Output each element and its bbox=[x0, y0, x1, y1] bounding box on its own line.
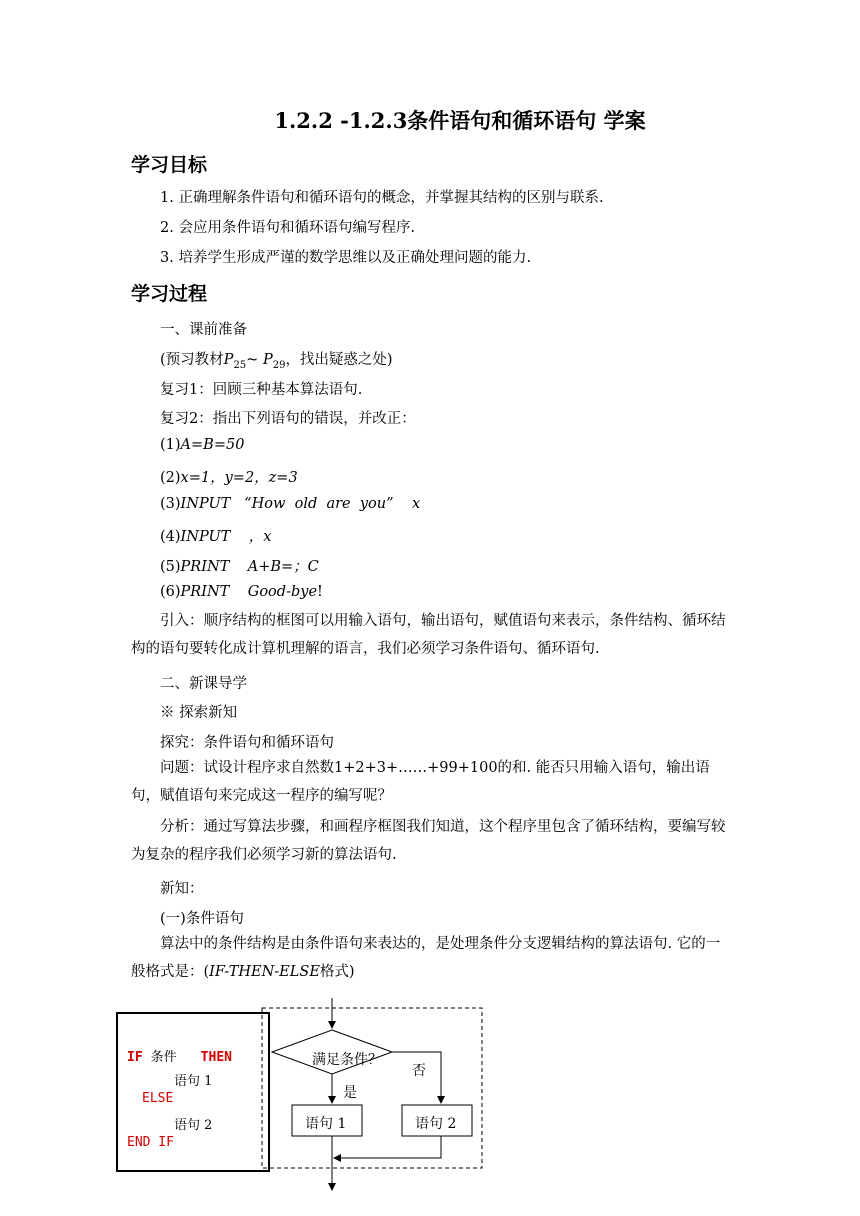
flowchart-dashed-frame bbox=[262, 1008, 482, 1168]
statement-1-label: 语句 1 bbox=[305, 1116, 347, 1132]
code-then-keyword: THEN bbox=[200, 1050, 232, 1065]
review-2: 复习2：指出下列语句的错误，并改正： bbox=[160, 411, 416, 427]
error-2: (2)x=1，y=2，z=3 bbox=[160, 470, 298, 486]
error-6: (6)PRINT Good-bye! bbox=[160, 584, 323, 600]
code-condition: 条件 bbox=[150, 1050, 177, 1065]
question-paragraph: 问题：试设计程序求自然数1+2+3+……+99+100的和. 能否只用输入语句，输出语句，赋值语句来完成这一程序的编写呢？ bbox=[131, 760, 710, 804]
yes-label: 是 bbox=[343, 1085, 357, 1101]
code-if-keyword: IF bbox=[127, 1050, 143, 1065]
part1-heading: 一、课前准备 bbox=[160, 322, 247, 338]
part2-heading: 二、新课导学 bbox=[160, 676, 247, 692]
error-5: (5)PRINT A+B=；C bbox=[160, 559, 319, 575]
no-label: 否 bbox=[412, 1063, 426, 1079]
error-3: (3)INPUT “How old are you” x bbox=[160, 496, 421, 512]
objective-item-1: 1. 正确理解条件语句和循环语句的概念，并掌握其结构的区别与联系. bbox=[160, 190, 604, 206]
analysis-paragraph: 分析：通过写算法步骤，和画程序框图我们知道，这个程序里包含了循环结构，要编写较为复杂的程序我们必须学习新的算法语句. bbox=[131, 819, 726, 863]
objective-item-3: 3. 培养学生形成严谨的数学思维以及正确处理问题的能力. bbox=[160, 250, 532, 266]
error-4: (4)INPUT ，x bbox=[160, 529, 272, 545]
intro-paragraph: 引入：顺序结构的框图可以用输入语句，输出语句，赋值语句来表示，条件结构、循环结构的语句要转化成计算机理解的语言，我们必须学习条件语句、循环语句. bbox=[131, 613, 726, 657]
preview-note: (预习教材$P_{25}\sim$ $P_{29}$，找出疑惑之处) bbox=[160, 352, 393, 371]
condition-heading: (一)条件语句 bbox=[160, 911, 244, 927]
page-title: 1.2.2 -1.2.3条件语句和循环语句 学案 bbox=[274, 108, 646, 133]
section-heading-process: 学习过程 bbox=[131, 283, 208, 305]
condition-paragraph: 算法中的条件结构是由条件语句来表达的，是处理条件分支逻辑结构的算法语句. 它的一般格式是：(IF-THEN-ELSE格式) bbox=[131, 936, 721, 980]
decision-label: 满足条件？ bbox=[312, 1052, 382, 1068]
code-statement-1: 语句 1 bbox=[174, 1074, 213, 1089]
section-heading-objectives: 学习目标 bbox=[131, 154, 208, 176]
statement-2-label: 语句 2 bbox=[415, 1116, 457, 1132]
newknow-line: 新知： bbox=[160, 881, 204, 897]
code-statement-2: 语句 2 bbox=[174, 1118, 213, 1133]
error-1: (1)A=B=50 bbox=[160, 437, 245, 453]
review-1: 复习1：回顾三种基本算法语句. bbox=[160, 382, 363, 398]
code-else-keyword: ELSE bbox=[142, 1091, 174, 1106]
objective-item-2: 2. 会应用条件语句和循环语句编写程序. bbox=[160, 220, 416, 236]
explore-heading: ※ 探索新知 bbox=[160, 705, 238, 721]
merge-arrow bbox=[334, 1136, 441, 1158]
code-endif-keyword: END IF bbox=[127, 1135, 174, 1150]
inquiry-line: 探究：条件语句和循环语句 bbox=[160, 735, 334, 751]
